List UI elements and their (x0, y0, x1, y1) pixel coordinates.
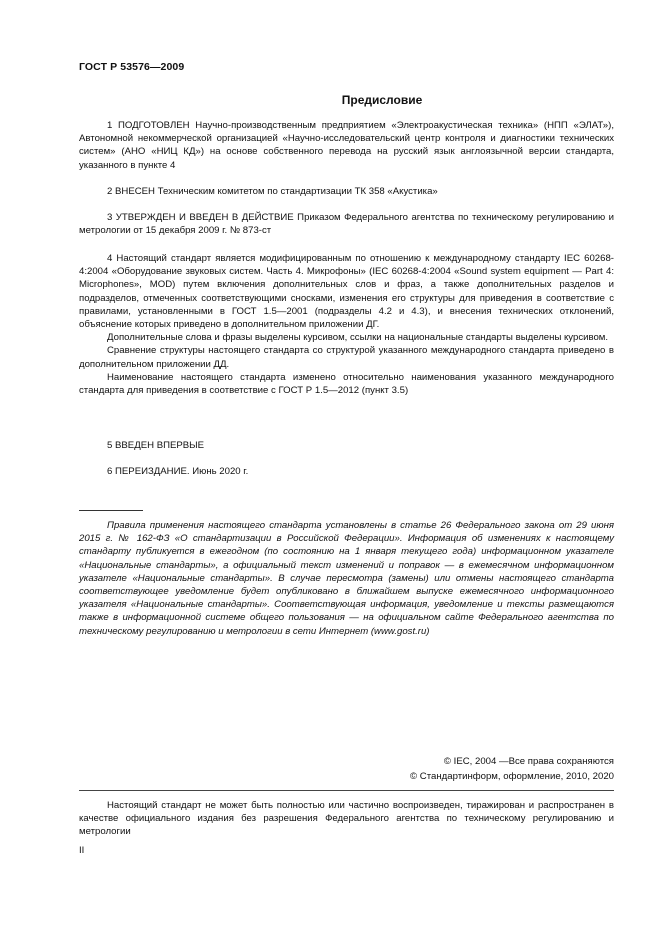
foreword-item-4-comparison: Сравнение структуры настоящего стандарта со структурой указанного международного стандарта приведено в дополнительном приложении ДД. (79, 345, 614, 370)
foreword-item-5-text: 5 ВВЕДЕН ВПЕРВЫЕ (107, 440, 205, 451)
foreword-item-6-text: 6 ПЕРЕИЗДАНИЕ. Июнь 2020 г. (107, 466, 249, 477)
foreword-item-4-text: 4 Настоящий стандарт является модифицированным по отношению к международному стандарту IEC 60268-4:2004 «Оборудование звуковых систем. Часть 4. Микрофоны» (IEC 60268-4:2004 «Sound system equipment — Part 4: Microphones», MOD) путем включения дополнительных слов и фраз, а также дополнительных разделов и подразделов, отмеченных соответствующими сносками, изменения его структуры для приведения в соответствие с правилами, установленными в ГОСТ 1.5—2001 (подразделы 4.2 и 4.3), и внесения технических отклонений, объяснение которых приведено в дополнительном приложении ДГ. (79, 253, 614, 331)
copyright-standartinform: © Стандартинформ, оформление, 2010, 2020 (410, 771, 614, 782)
foreword-item-4-title-change: Наименование настоящего стандарта изменено относительно наименования указанного международного стандарта для приведения в соответствие с ГОСТ Р 1.5—2012 (пункт 3.5) (79, 371, 614, 397)
foreword-item-4 (79, 252, 614, 397)
foreword-item-3-text: 3 УТВЕРЖДЕН И ВВЕДЕН В ДЕЙСТВИЕ Приказом Федерального агентства по техническому регулированию и метрологии от 15 декабря 2009 г. № 873-ст (79, 212, 614, 237)
foreword-item-3 (79, 211, 614, 237)
foreword-title-text: Предисловие (341, 93, 423, 107)
foreword-item-2 (79, 185, 614, 198)
foreword-title (79, 93, 613, 107)
foreword-item-1-text: 1 ПОДГОТОВЛЕН Научно-производственным предприятием «Электроакустическая техника» (НПП «ЭЛАТ»), Автономной некоммерческой организацией «Научно-исследовательский центр контроля и диагностики технических систем» (АНО «НИЦ КД») на основе собственного перевода на русский язык англоязычной версии стандарта, указанного в пункте 4 (79, 120, 614, 171)
foreword-item-1 (79, 119, 614, 172)
application-notice (79, 519, 614, 638)
foreword-item-5 (79, 439, 614, 452)
foreword-item-4-additions: Дополнительные слова и фразы выделены курсивом, ссылки на национальные стандарты выделены курсивом. (107, 332, 609, 344)
standard-code: ГОСТ Р 53576—2009 (79, 61, 185, 73)
foreword-item-6 (79, 465, 614, 478)
foreword-item-2-text: 2 ВНЕСЕН Техническим комитетом по стандартизации ТК 358 «Акустика» (107, 186, 438, 197)
copyright-iec: © IEC, 2004 —Все права сохраняются (443, 756, 614, 767)
application-notice-text: Правила применения настоящего стандарта установлены в статье 26 Федерального закона от 29 июня 2015 г. № 162-ФЗ «О стандартизации в Российской Федерации». Информация об изменениях к настоящему стандарту публикуется в ежегодном (по состоянию на 1 января текущего года) информационном указателе «Национальные стандарты», а официальный текст изменений и поправок — в ежемесячном информационном указателе «Национальные стандарты». В случае пересмотра (замены) или отмены настоящего стандарта соответствующее уведомление будет опубликовано в ближайшем выпуске ежемесячного информационного указателя «Национальные стандарты». Соответствующая информация, уведомление и тексты размещаются также в информационной системе общего пользования — на официальном сайте Федерального агентства по техническому регулированию и метрологии в сети Интернет (www.gost.ru) (79, 520, 614, 637)
reproduction-notice-text: Настоящий стандарт не может быть полностью или частично воспроизведен, тиражирован и распространен в качестве официального издания без разрешения Федерального агентства по техническому регулированию и метрологии (79, 800, 614, 838)
reproduction-notice (79, 799, 614, 839)
page-number: II (79, 845, 85, 856)
copyright-separator (79, 790, 614, 791)
notice-separator (79, 510, 143, 511)
